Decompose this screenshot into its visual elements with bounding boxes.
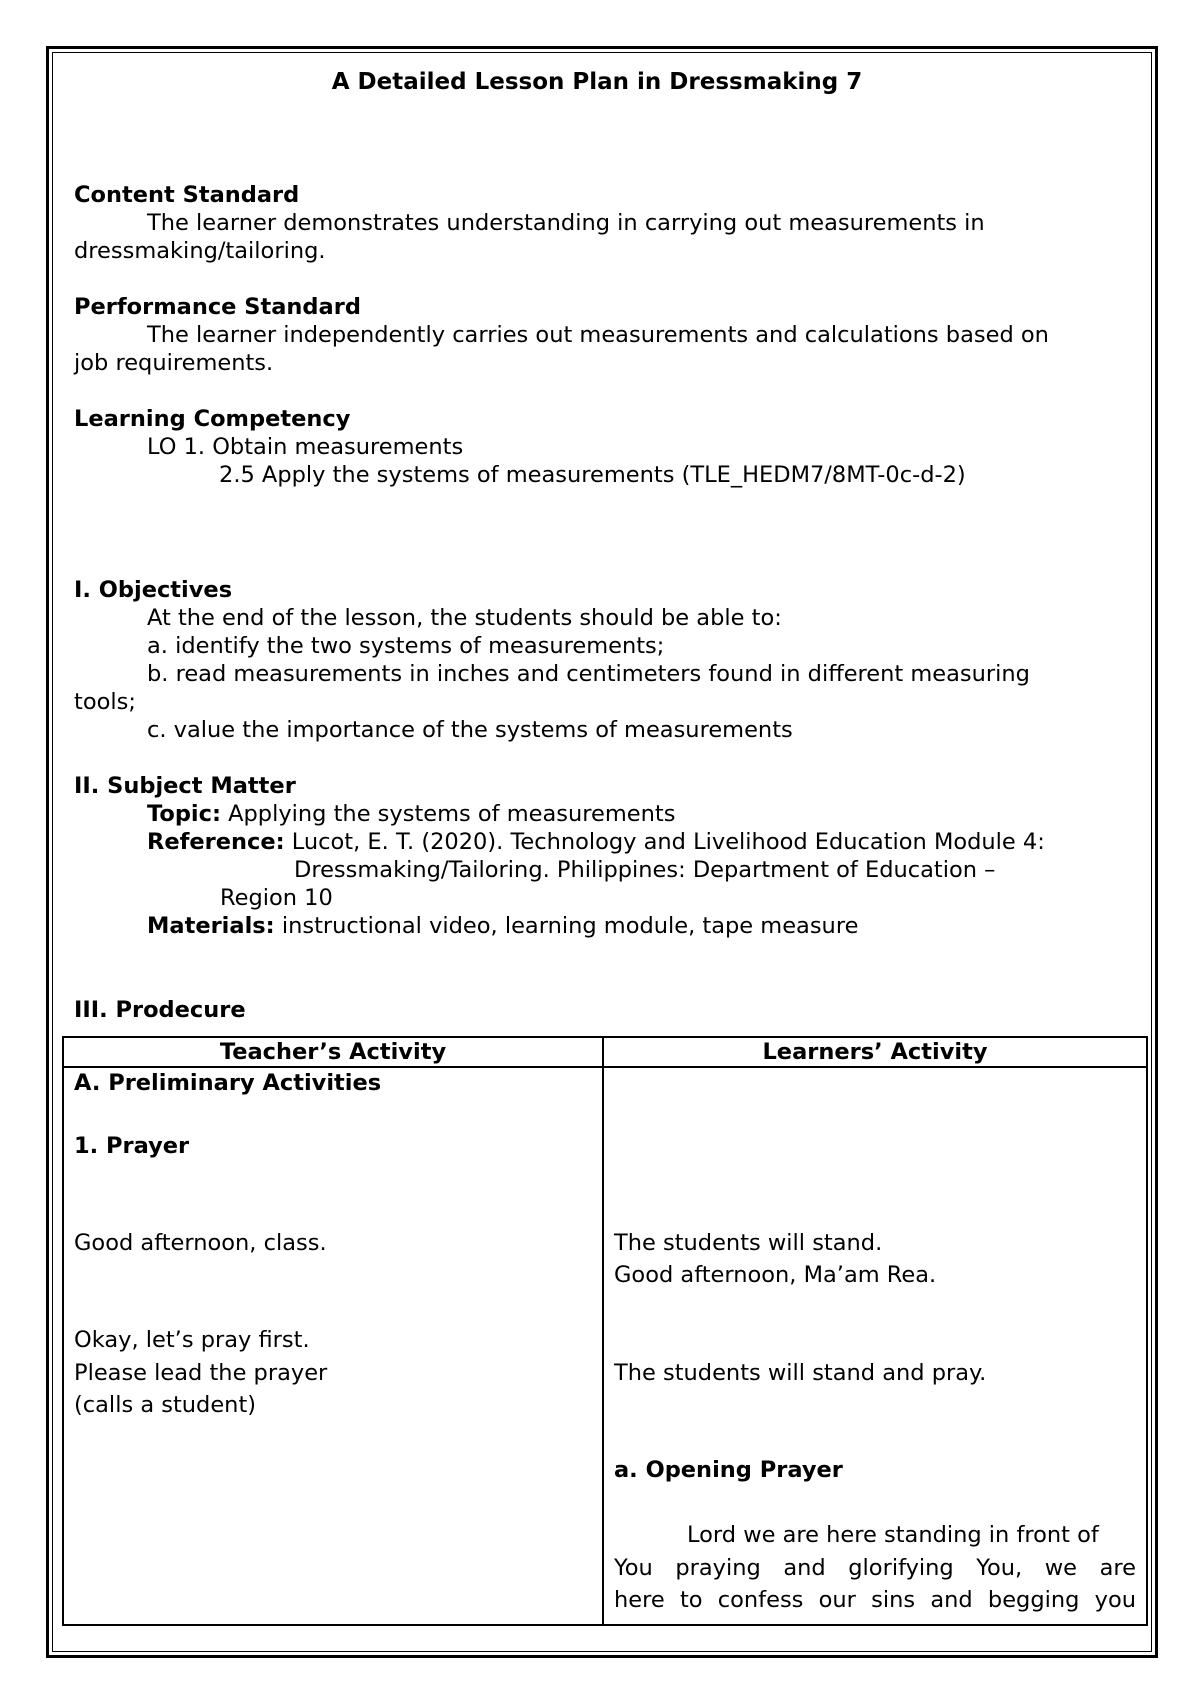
prayer-heading: 1. Prayer (74, 1133, 190, 1159)
opening-prayer-line3: here to confess our sins and begging you (614, 1587, 1136, 1613)
learning-competency-item: 2.5 Apply the systems of measurements (TLE_HEDM7/8MT-0c-d-2) (219, 462, 966, 488)
performance-standard-text-1: The learner independently carries out measurements and calculations based on (147, 322, 1049, 348)
teacher-pray-line3: (calls a student) (74, 1392, 257, 1418)
objective-b-line1: b. read measurements in inches and centimeters found in different measuring (147, 661, 1030, 687)
lesson-plan-body (74, 68, 1134, 1024)
table-header-row (63, 1037, 1147, 1067)
procedure-table (62, 1036, 1148, 1626)
subject-matter-section (74, 772, 1134, 940)
learning-competency-section (74, 405, 1134, 489)
materials-text: instructional video, learning module, tape measure (274, 913, 859, 939)
objective-b-line2: tools; (74, 689, 136, 715)
learner-activity-cell (603, 1067, 1147, 1625)
procedure-heading: III. Prodecure (74, 997, 246, 1023)
learner-stand-pray: The students will stand and pray. (614, 1360, 987, 1386)
materials-line (74, 912, 1134, 940)
content-standard-text-1: The learner demonstrates understanding in carrying out measurements in (147, 210, 985, 236)
table-row (63, 1067, 1147, 1625)
learner-greeting: Good afternoon, Ma’am Rea. (614, 1262, 937, 1288)
subject-matter-heading: II. Subject Matter (74, 773, 296, 799)
objectives-intro: At the end of the lesson, the students should be able to: (147, 605, 782, 631)
learner-stand: The students will stand. (614, 1230, 883, 1256)
objectives-heading: I. Objectives (74, 577, 233, 603)
learning-competency-heading: Learning Competency (74, 406, 351, 432)
preliminary-activities-heading: A. Preliminary Activities (74, 1070, 382, 1096)
learning-outcome: LO 1. Obtain measurements (147, 434, 464, 460)
teacher-greeting: Good afternoon, class. (74, 1230, 327, 1256)
teacher-pray-line1: Okay, let’s pray first. (74, 1327, 310, 1353)
topic-line (74, 800, 1134, 828)
materials-label: Materials: (147, 913, 275, 939)
objective-a: a. identify the two systems of measurements; (147, 633, 665, 659)
teacher-pray-line2: Please lead the prayer (74, 1360, 328, 1386)
objective-c: c. value the importance of the systems of measurements (147, 717, 793, 743)
objectives-section (74, 576, 1134, 744)
performance-standard-text-2: job requirements. (74, 350, 274, 376)
performance-standard-heading: Performance Standard (74, 294, 361, 320)
opening-prayer-line1: Lord we are here standing in front of (687, 1522, 1099, 1548)
reference-text-1: Lucot, E. T. (2020). Technology and Livelihood Education Module 4: (284, 829, 1045, 855)
teacher-activity-header: Teacher’s Activity (63, 1037, 603, 1067)
reference-text-2: Dressmaking/Tailoring. Philippines: Department of Education – (294, 857, 996, 883)
topic-text: Applying the systems of measurements (220, 801, 676, 827)
opening-prayer-line2: You praying and glorifying You, we are (614, 1555, 1136, 1581)
performance-standard-section (74, 293, 1134, 377)
reference-line (74, 828, 1134, 856)
reference-text-3: Region 10 (220, 885, 333, 911)
learner-activity-header: Learners’ Activity (603, 1037, 1147, 1067)
opening-prayer-heading: a. Opening Prayer (614, 1457, 843, 1483)
content-standard-section (74, 181, 1134, 265)
reference-label: Reference: (147, 829, 285, 855)
page-title: A Detailed Lesson Plan in Dressmaking 7 (331, 69, 863, 95)
content-standard-text-2: dressmaking/tailoring. (74, 238, 326, 264)
content-standard-heading: Content Standard (74, 182, 300, 208)
topic-label: Topic: (147, 801, 221, 827)
teacher-activity-cell (63, 1067, 603, 1625)
